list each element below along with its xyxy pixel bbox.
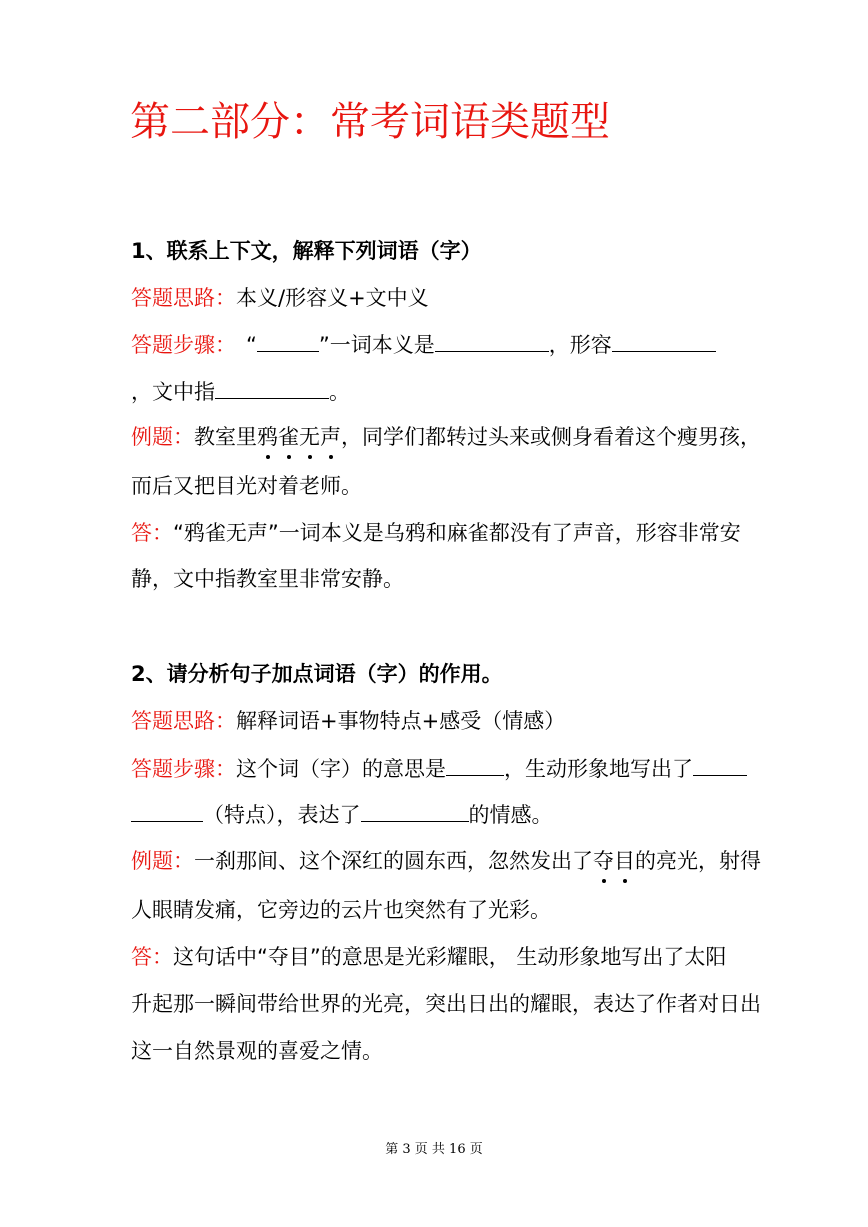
steps-text: 这个词（字）的意思是 (236, 757, 446, 781)
steps-text: 的情感。 (468, 803, 553, 827)
emphasized-char: 夺 (593, 846, 614, 876)
steps-text: ，形容 (548, 333, 612, 357)
steps-label: 答题步骤 (131, 333, 215, 357)
steps-text: ，文中指 (131, 380, 215, 404)
example-label: 例题 (131, 849, 173, 873)
section1-example-cont: 而后又把目光对着老师。 (131, 474, 362, 498)
approach-text: 本义/形容义+文中义 (236, 286, 429, 310)
section1-approach (131, 283, 429, 313)
fill-blank (446, 755, 504, 776)
steps-label: 答题步骤 (131, 757, 215, 781)
section1-answer (131, 518, 741, 548)
fill-blank (257, 331, 319, 352)
answer-colon: ： (152, 945, 173, 969)
answer-label: 答 (131, 521, 152, 545)
emphasized-char: 声 (320, 422, 341, 452)
answer-text: 这句话中“夺目”的意思是光彩耀眼， 生动形象地写出了太阳 (173, 945, 727, 969)
approach-colon: ： (215, 709, 236, 733)
approach-text: 解释词语+事物特点+感受（情感） (236, 709, 566, 733)
section2-steps (131, 754, 747, 784)
answer-text: “鸦雀无声”一词本义是乌鸦和麻雀都没有了声音，形容非常安 (173, 521, 741, 545)
answer-label: 答 (131, 945, 152, 969)
example-colon: ： (173, 425, 194, 449)
fill-blank (361, 801, 469, 822)
approach-colon: ： (215, 286, 236, 310)
steps-text: ”一词本义是 (318, 333, 435, 357)
steps-colon: ： (215, 333, 236, 357)
example-text: 一刹那间、这个深红的圆东西，忽然发出了 (194, 849, 593, 873)
section2-heading: 2、请分析句子加点词语（字）的作用。 (131, 662, 503, 686)
approach-label: 答题思路 (131, 709, 215, 733)
section2-steps-cont (131, 800, 553, 830)
steps-text: “ (246, 333, 257, 357)
section1-heading: 1、联系上下文，解释下列词语（字） (131, 239, 482, 263)
emphasized-char: 雀 (278, 422, 299, 452)
fill-blank (612, 331, 716, 352)
example-text: 教室里 (194, 425, 257, 449)
fill-blank (693, 755, 747, 776)
page-footer: 第 3 页 共 16 页 (385, 1142, 483, 1157)
emphasized-char: 目 (614, 846, 635, 876)
page-title: 第二部分：常考词语类题型 (130, 99, 610, 145)
steps-text: （特点），表达了 (203, 803, 361, 827)
emphasized-char: 鸦 (257, 422, 278, 452)
section2-answer-cont: 升起那一瞬间带给世界的光亮，突出日出的耀眼，表达了作者对日出 (131, 992, 761, 1016)
section1-answer-cont: 静，文中指教室里非常安静。 (131, 567, 404, 591)
example-text: 的亮光，射得 (635, 849, 761, 873)
section1-steps (131, 330, 716, 360)
section2-answer (131, 942, 726, 972)
steps-text: ，生动形象地写出了 (504, 757, 693, 781)
example-label: 例题 (131, 425, 173, 449)
section1-example (131, 422, 761, 452)
example-colon: ： (173, 849, 194, 873)
emphasized-char: 无 (299, 422, 320, 452)
section1-steps-cont (131, 377, 350, 407)
example-text: ，同学们都转过头来或侧身看着这个瘦男孩， (341, 425, 761, 449)
section2-example (131, 846, 761, 876)
steps-text: 。 (329, 380, 350, 404)
answer-colon: ： (152, 521, 173, 545)
fill-blank (215, 378, 329, 399)
section2-answer-cont: 这一自然景观的喜爱之情。 (131, 1039, 383, 1063)
fill-blank (435, 331, 549, 352)
steps-colon: ： (215, 757, 236, 781)
fill-blank (131, 801, 203, 822)
approach-label: 答题思路 (131, 286, 215, 310)
section2-approach (131, 706, 565, 736)
section2-example-cont: 人眼睛发痛，它旁边的云片也突然有了光彩。 (131, 898, 551, 922)
